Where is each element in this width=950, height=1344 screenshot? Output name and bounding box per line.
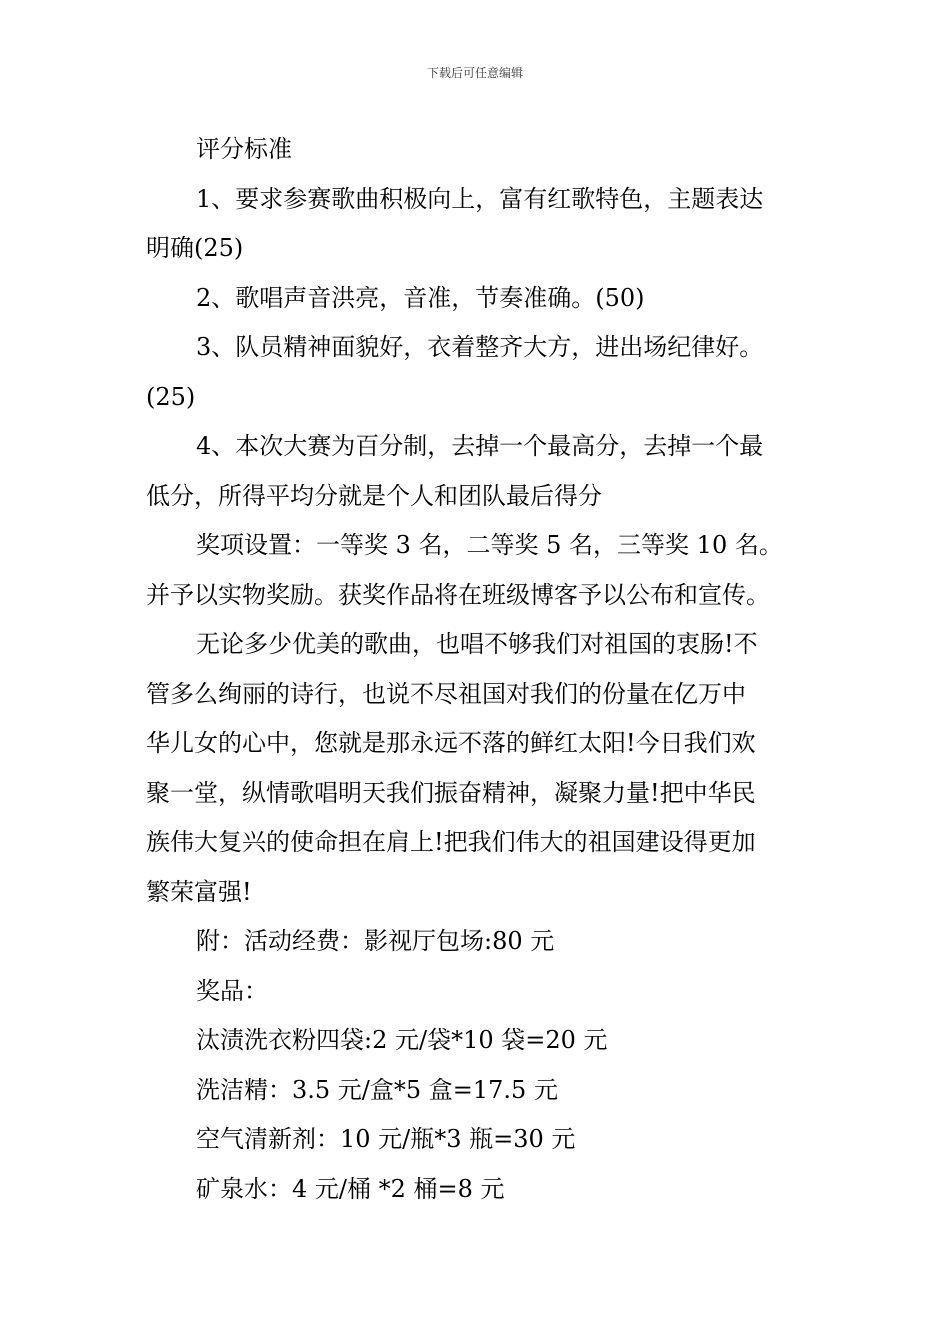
prize-2-line-1: 洗洁精：3.5 元/盒*5 盒=17.5 元 bbox=[196, 1075, 558, 1104]
paragraph-criterion-3 bbox=[146, 323, 808, 422]
closing-line-5: 族伟大复兴的使命担在肩上!把我们伟大的祖国建设得更加 bbox=[146, 828, 756, 856]
heading-line-1: 评分标准 bbox=[196, 135, 292, 163]
paragraph-prize-2 bbox=[146, 1066, 808, 1116]
closing-line-4: 聚一堂，纵情歌唱明天我们振奋精神，凝聚力量!把中华民 bbox=[146, 778, 756, 807]
expense-line-1: 附：活动经费：影视厅包场:80 元 bbox=[196, 927, 555, 955]
closing-line-6: 繁荣富强! bbox=[146, 877, 252, 906]
closing-line-2: 管多么绚丽的诗行，也说不尽祖国对我们的份量在亿万中 bbox=[146, 679, 746, 708]
prize-3-line-1: 空气清新剂：10 元/瓶*3 瓶=30 元 bbox=[196, 1125, 576, 1153]
prizes-label-line-1: 奖品： bbox=[196, 976, 268, 1005]
closing-line-1: 无论多少优美的歌曲，也唱不够我们对祖国的衷肠!不 bbox=[196, 630, 758, 658]
closing-line-3: 华儿女的心中，您就是那永远不落的鲜红太阳!今日我们欢 bbox=[146, 729, 756, 757]
paragraph-heading bbox=[146, 125, 808, 175]
criterion-1-line-2: 明确(25) bbox=[146, 234, 244, 262]
page-header: 下载后可任意编辑 bbox=[426, 66, 523, 80]
awards-line-2: 并予以实物奖励。获奖作品将在班级博客予以公布和宣传。 bbox=[146, 580, 770, 609]
paragraph-prize-1 bbox=[146, 1016, 808, 1066]
paragraph-criterion-4 bbox=[146, 422, 808, 521]
paragraph-prizes-label bbox=[146, 967, 808, 1017]
criterion-3-line-1: 3、队员精神面貌好，衣着整齐大方，进出场纪律好。 bbox=[196, 333, 764, 361]
paragraph-awards bbox=[146, 521, 808, 620]
paragraph-criterion-2 bbox=[146, 274, 808, 324]
awards-line-1: 奖项设置：一等奖 3 名，二等奖 5 名，三等奖 10 名。 bbox=[196, 531, 783, 559]
criterion-4-line-1: 4、本次大赛为百分制，去掉一个最高分，去掉一个最 bbox=[196, 432, 764, 460]
prize-4-line-1: 矿泉水：4 元/桶 *2 桶=8 元 bbox=[196, 1174, 505, 1203]
paragraph-closing bbox=[146, 620, 808, 917]
criterion-3-line-2: (25) bbox=[146, 382, 196, 411]
document-body bbox=[146, 125, 808, 1214]
criterion-2-line-1: 2、歌唱声音洪亮，音准，节奏准确。(50) bbox=[196, 283, 645, 312]
prize-1-line-1: 汰渍洗衣粉四袋:2 元/袋*10 袋=20 元 bbox=[196, 1026, 608, 1054]
paragraph-prize-4 bbox=[146, 1165, 808, 1215]
paragraph-prize-3 bbox=[146, 1115, 808, 1165]
criterion-1-line-1: 1、要求参赛歌曲积极向上，富有红歌特色，主题表达 bbox=[196, 184, 764, 213]
paragraph-expense bbox=[146, 917, 808, 967]
paragraph-criterion-1 bbox=[146, 175, 808, 274]
criterion-4-line-2: 低分，所得平均分就是个人和团队最后得分 bbox=[146, 481, 602, 510]
